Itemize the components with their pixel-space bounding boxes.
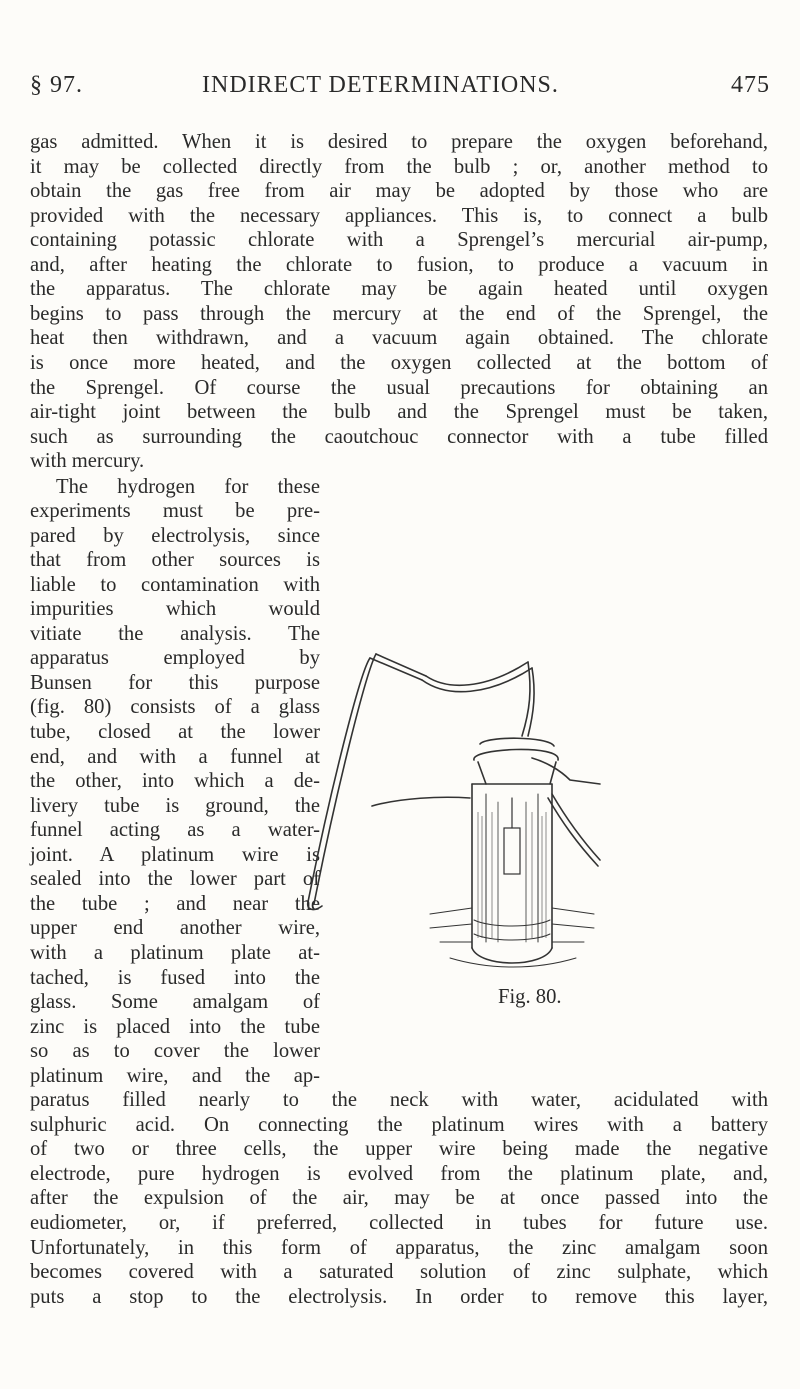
text-line: funnel acting as a water- xyxy=(30,819,320,842)
text-line: end, and with a funnel at xyxy=(30,745,320,768)
text-line: the apparatus. The chlorate may be again heated until oxygen xyxy=(30,278,768,301)
text-line: tached, is fused into the xyxy=(30,966,320,989)
running-title: INDIRECT DETERMINATIONS. xyxy=(202,72,559,98)
text-line: and, after heating the chlorate to fusion, to produce a vacuum in xyxy=(30,253,768,276)
text-line: provided with the necessary appliances. This is, to connect a bulb xyxy=(30,204,768,227)
page-number: 475 xyxy=(731,72,770,98)
text-line: The hydrogen for these xyxy=(56,475,320,498)
text-line: Unfortunately, in this form of apparatus, the zinc amalgam soon xyxy=(30,1236,768,1259)
text-line: electrode, pure hydrogen is evolved from the platinum plate, and, xyxy=(30,1162,768,1185)
text-line: tube, closed at the lower xyxy=(30,721,320,743)
text-line: air-tight joint between the bulb and the Sprengel must be taken, xyxy=(30,401,768,424)
text-line: the other, into which a de- xyxy=(30,770,320,793)
text-line: zinc is placed into the tube xyxy=(30,1015,320,1038)
text-line: vitiate the analysis. The xyxy=(30,622,320,645)
text-line: (fig. 80) consists of a glass xyxy=(30,696,320,719)
text-line: apparatus employed by xyxy=(30,647,320,670)
text-line: Bunsen for this purpose xyxy=(30,671,320,694)
text-line: so as to cover the lower xyxy=(30,1040,320,1063)
text-line: joint. A platinum wire is xyxy=(30,843,320,866)
text-line: puts a stop to the electrolysis. In order to remove this layer, xyxy=(30,1285,768,1308)
text-line: with a platinum plate at- xyxy=(30,941,320,964)
text-line: experiments must be pre- xyxy=(30,500,320,523)
text-line: such as surrounding the caoutchouc connector with a tube filled xyxy=(30,425,768,448)
text-line: of two or three cells, the upper wire being made the negative xyxy=(30,1138,768,1161)
text-line: sulphuric acid. On connecting the platinum wires with a battery xyxy=(30,1113,768,1136)
section-number: § 97. xyxy=(30,72,83,98)
text-line: impurities which would xyxy=(30,598,320,621)
text-line: upper end another wire, xyxy=(30,917,320,940)
text-line: that from other sources is xyxy=(30,549,320,572)
text-line: glass. Some amalgam of xyxy=(30,991,320,1014)
text-line: is once more heated, and the oxygen collected at the bottom of xyxy=(30,351,768,374)
running-header xyxy=(30,72,770,112)
text-line: with mercury. xyxy=(30,450,145,473)
text-line: heat then withdrawn, and a vacuum again obtained. The chlorate xyxy=(30,327,768,350)
text-line: after the expulsion of the air, may be at once passed into the xyxy=(30,1187,768,1210)
text-line: containing potassic chlorate with a Sprengel’s mercurial air-pump, xyxy=(30,229,768,252)
figure-caption: Fig. 80. xyxy=(498,986,562,1008)
text-line: platinum wire, and the ap- xyxy=(30,1064,320,1087)
text-line: becomes covered with a saturated solution of zinc sulphate, which xyxy=(30,1261,768,1284)
text-line: begins to pass through the mercury at the end of the Sprengel, the xyxy=(30,302,768,325)
text-line: obtain the gas free from air may be adopted by those who are xyxy=(30,180,768,203)
text-line: eudiometer, or, if preferred, collected in tubes for future use. xyxy=(30,1212,768,1234)
text-line: paratus filled nearly to the neck with water, acidulated with xyxy=(30,1089,768,1112)
electrolysis-apparatus-illustration xyxy=(300,652,602,974)
text-line: gas admitted. When it is desired to prepare the oxygen beforehand, xyxy=(30,131,768,153)
text-line: the tube ; and near the xyxy=(30,892,320,915)
text-line: pared by electrolysis, since xyxy=(30,524,320,547)
text-line: the Sprengel. Of course the usual precautions for obtaining an xyxy=(30,376,768,399)
text-line: liable to contamination with xyxy=(30,573,320,596)
text-line: sealed into the lower part of xyxy=(30,868,320,891)
text-line: it may be collected directly from the bulb ; or, another method to xyxy=(30,155,768,178)
text-line: livery tube is ground, the xyxy=(30,794,320,817)
